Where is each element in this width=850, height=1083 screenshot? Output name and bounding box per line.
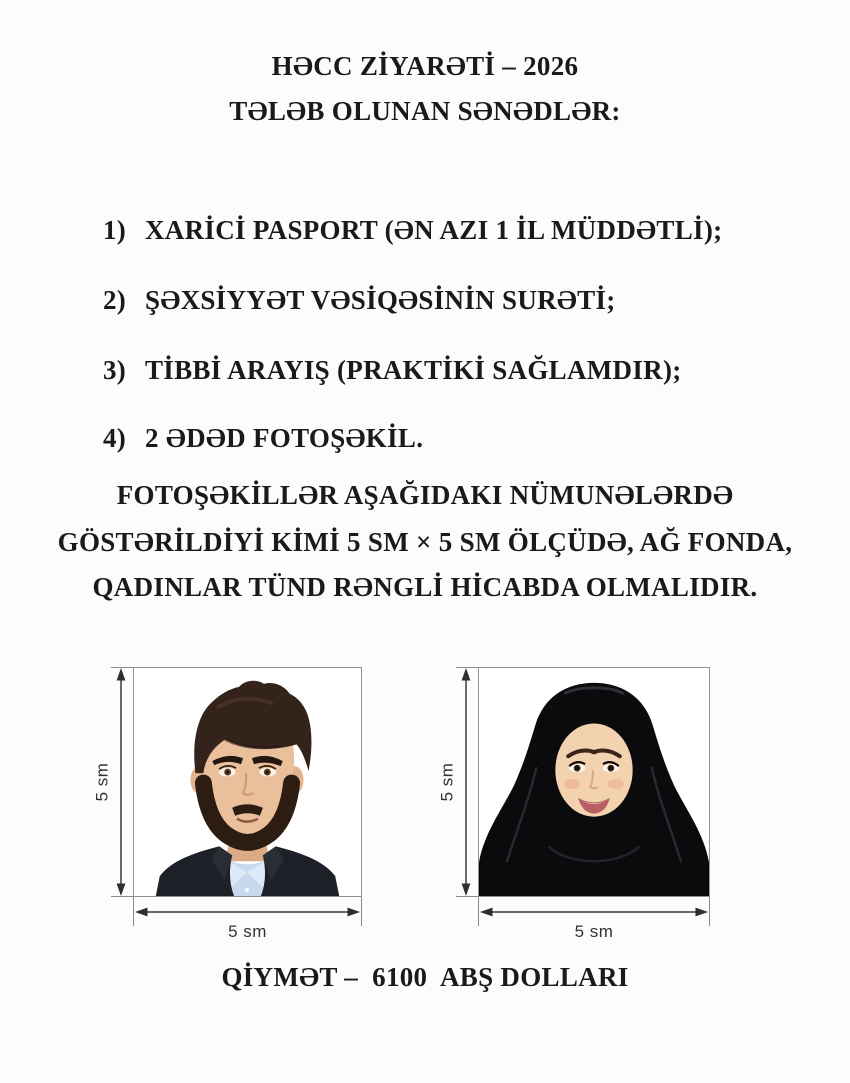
list-item-number: 4) [103, 423, 127, 453]
list-item-text: 2 ƏDƏD FOTOŞƏKİL. [145, 423, 424, 453]
vertical-arrow-icon [113, 667, 129, 897]
photo-sample-male [92, 667, 362, 941]
horizontal-arrow-icon [133, 905, 362, 919]
list-item [103, 217, 722, 244]
width-dimension-label: 5 sm [228, 922, 267, 941]
horizontal-arrow-icon [478, 905, 710, 919]
list-item-text: XARİCİ PASPORT (ƏN AZI 1 İL MÜDDƏTLİ); [145, 215, 723, 245]
height-dimension-label: 5 sm [92, 762, 112, 802]
list-item [103, 357, 682, 384]
list-item-text: ŞƏXSİYYƏT VƏSİQƏSİNİN SURƏTİ; [145, 285, 616, 315]
vertical-arrow-icon [458, 667, 474, 897]
document-subtitle: TƏLƏB OLUNAN SƏNƏDLƏR: [229, 96, 621, 126]
height-dimension-label: 5 sm [437, 762, 457, 802]
list-item [103, 287, 616, 314]
photo-frame [133, 667, 362, 897]
list-item-text: TİBBİ ARAYIŞ (PRAKTİKİ SAĞLAMDIR); [145, 355, 682, 385]
photo-sample-female [437, 667, 710, 941]
photo-note-line: GÖSTƏRİLDİYİ KİMİ 5 SM × 5 SM ÖLÇÜDƏ, AĞ FONDA, [57, 527, 793, 557]
list-item-number: 2) [103, 285, 127, 315]
document-title: HƏCC ZİYARƏTİ – 2026 [271, 51, 579, 81]
female-portrait-photo [479, 668, 709, 896]
photo-frame [478, 667, 710, 897]
list-item [103, 425, 423, 452]
list-item-number: 3) [103, 355, 127, 385]
width-dimension-label: 5 sm [574, 922, 614, 941]
photo-note-line: QADINLAR TÜND RƏNGLİ HİCABDA OLMALIDIR. [92, 572, 758, 602]
list-item-number: 1) [103, 215, 127, 245]
male-portrait-photo [134, 668, 361, 896]
photo-note-line: FOTOŞƏKİLLƏR AŞAĞIDAKI NÜMUNƏLƏRDƏ [116, 480, 734, 510]
price-line: QİYMƏT – 6100 ABŞ DOLLARI [221, 962, 629, 992]
